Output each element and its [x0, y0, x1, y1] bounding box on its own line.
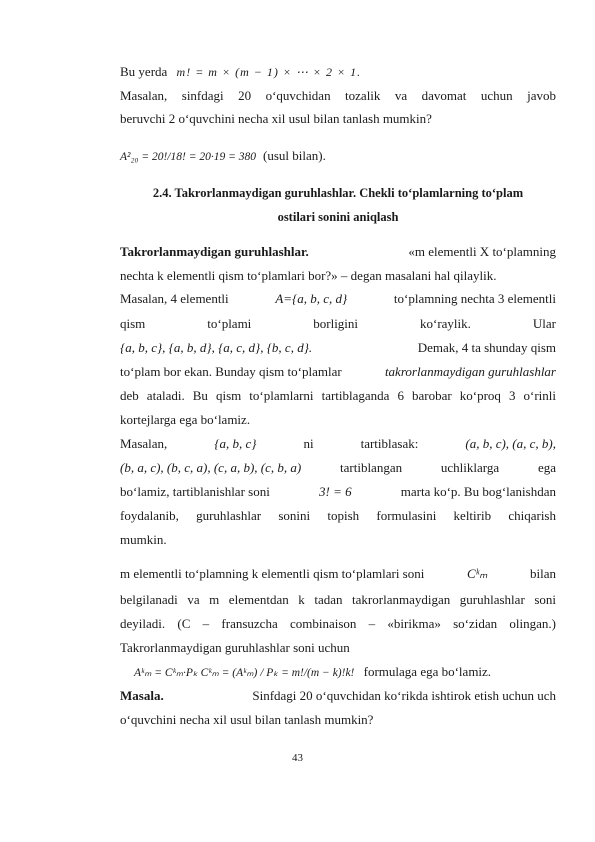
text-line: [120, 460, 556, 476]
text-line: [120, 566, 556, 582]
text-fragment: Masalan,: [120, 436, 168, 451]
text-line: kortejlarga ega bo‘lamiz.: [120, 412, 251, 427]
term-bold: Masala.: [120, 688, 164, 703]
text-line: mumkin.: [120, 532, 167, 547]
text-line: [120, 291, 556, 307]
text-fragment: marta ko‘p. Bu bog‘lanishdan: [400, 484, 556, 499]
text-line: Takrorlanmaydigan guruhlashlar soni uchun: [120, 640, 350, 655]
text-line: deb ataladi. Bu qism to‘plamlarni tartiblaganda 6 barobar ko‘proq 3 o‘rinli: [120, 388, 556, 403]
word: borligini: [313, 316, 359, 331]
text-line: [120, 244, 556, 260]
page-number: 43: [292, 752, 303, 764]
text-fragment: bilan: [529, 566, 556, 581]
formula-line: [134, 664, 491, 681]
formula-combination-symbol: Cᵏₘ: [466, 566, 488, 581]
text-fragment: tartiblasak:: [360, 436, 419, 451]
text-fragment: formulaga ega bo‘lamiz.: [363, 664, 492, 679]
text-line: deyiladi. (C – fransuzcha combinaison – «birikma» so‘zidan olingan.): [120, 616, 556, 631]
formula-factorial: m! = m × (m − 1) × ⋯ × 2 × 1.: [176, 65, 362, 79]
text-fragment: to‘plamning nechta 3 elementli: [393, 291, 556, 306]
word: qism: [120, 316, 146, 331]
text-line: [120, 484, 556, 500]
text-line: nechta k elementli qism to‘plamlari bor?» – degan masalani hal qilaylik.: [120, 268, 497, 283]
word: ega: [537, 460, 556, 475]
text-fragment: m elementli to‘plamning k elementli qism to‘plamlari soni: [120, 566, 425, 581]
text-line: [120, 436, 556, 452]
text-line: o‘quvchini necha xil usul bilan tanlash mumkin?: [120, 712, 374, 727]
term-bold: Takrorlanmaydigan guruhlashlar.: [120, 244, 309, 259]
text-fragment: (usul bilan).: [263, 148, 326, 163]
formula-arrangements: A²₂₀ = 20!/18! = 20·19 = 380: [120, 151, 256, 163]
text-line: [120, 364, 556, 380]
text-line: [120, 340, 556, 356]
text-fragment: ni: [303, 436, 314, 451]
text-fragment: Demak, 4 ta shunday qism: [417, 340, 556, 355]
word: Ular: [532, 316, 556, 331]
section-heading-continued: ostilari sonini aniqlash: [277, 210, 399, 224]
text-line: [120, 688, 556, 704]
text-fragment: to‘plam bor ekan. Bunday qism to‘plamlar: [120, 364, 342, 379]
formula-factorial-3: 3! = 6: [318, 484, 352, 499]
text-fragment: Bu yerda: [120, 64, 168, 79]
text-line: [120, 64, 361, 80]
formula-set-a: A={a, b, c, d}: [275, 291, 348, 306]
text-fragment: Sinfdagi 20 o‘quvchidan ko‘rikda ishtirok etish uchun uch: [252, 688, 556, 703]
word: uchliklarga: [440, 460, 500, 475]
text-line: foydalanib, guruhlashlar sonini topish formulasini keltirib chiqarish: [120, 508, 556, 523]
text-line: Masalan, sinfdagi 20 o‘quvchidan tozalik va davomat uchun javob: [120, 88, 556, 103]
text-fragment: bo‘lamiz, tartiblanishlar soni: [120, 484, 270, 499]
formula-tuples: (a, b, c), (a, c, b),: [465, 436, 556, 451]
term-italic: takrorlanmaydigan guruhlashlar: [384, 364, 556, 379]
formula-combination: Aᵏₘ = Cᵏₘ·Pₖ Cᵏₘ = (Aᵏₘ) / Pₖ = m!/(m − k)!k!: [134, 667, 355, 679]
text-line: belgilanadi va m elementdan k tadan takrorlanmaydigan guruhlashlar soni: [120, 592, 556, 607]
formula-line: [120, 148, 326, 165]
text-line: [120, 316, 556, 332]
word: ko‘raylik.: [419, 316, 471, 331]
word: to‘plami: [207, 316, 252, 331]
text-fragment: «m elementli X to‘plamning: [408, 244, 556, 259]
formula-set-abc: {a, b, c}: [214, 436, 257, 451]
section-heading: 2.4. Takrorlanmaydigan guruhlashlar. Chekli to‘plamlarning to‘plam: [152, 186, 524, 200]
formula-subsets: {a, b, c}, {a, b, d}, {a, c, d}, {b, c, d}.: [120, 340, 313, 355]
text-fragment: Masalan, 4 elementli: [120, 291, 229, 306]
text-line: beruvchi 2 o‘quvchini necha xil usul bilan tanlash mumkin?: [120, 111, 432, 126]
word: tartiblangan: [340, 460, 403, 475]
formula-tuples: (b, a, c), (b, c, a), (c, a, b), (c, b, a): [120, 460, 302, 475]
